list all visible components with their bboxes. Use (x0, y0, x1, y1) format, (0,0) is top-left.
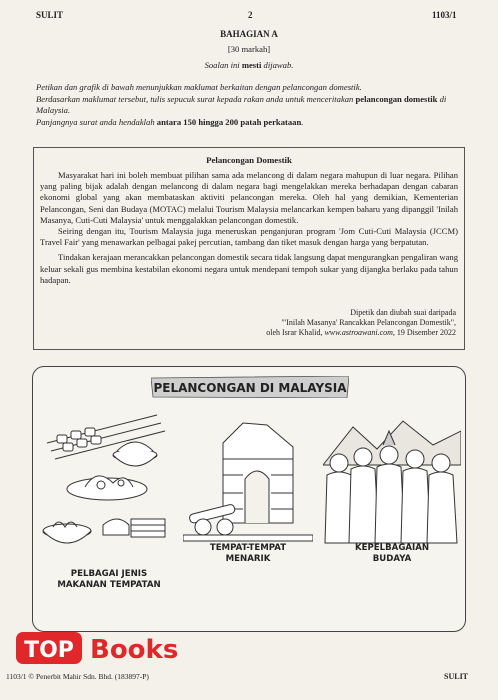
logo-top-text: TOP (24, 638, 74, 663)
passage-paragraph-1: Masyarakat hari ini boleh membuat pilihan sama ada melancong di dalam negara mahupun di luar negara. Pilihan yang paling bijak adalah dengan melancong di dalam negara bagi mengelakkan mereka berhadapan dengan cabaran ekonomi global yang akan membataskan aktiviti pelancongan mereka. Oleh hal yang demikian, Kementerian Pelancongan, Seni dan Budaya (MOTAC) melalui Tourism Malaysia melancarkan kempen baharu yang dipanggil 'Inilah Masanya, Cuti-Cuti Malaysia' untuk menggalakkan pelancongan domestik. (40, 170, 458, 225)
caption-culture-line-1: KEPELBAGAIAN (354, 543, 430, 553)
source3-suffix: , 19 Disember 2022 (392, 328, 456, 337)
instr2-prefix: Berdasarkan maklumat tersebut, tulis sepucuk surat kepada rakan anda untuk menceritakan (36, 93, 356, 104)
caption-places (183, 543, 313, 565)
passage-title: Pelancongan Domestik (206, 155, 292, 165)
culture-illustration (323, 405, 461, 545)
note-prefix: Soalan ini (204, 60, 242, 70)
footer-sulit: SULIT (444, 672, 469, 681)
instr2-bold: pelancongan domestik (355, 93, 438, 104)
footer-copyright: 1103/1 © Penerbit Mahir Sdn. Bhd. (183897-P) (6, 672, 149, 681)
passage-box (33, 147, 465, 350)
instr3-bold: antara 150 hingga 200 patah perkataan (156, 116, 302, 127)
instr2-suffix: di Malaysia. (36, 93, 447, 115)
source-line-2: "'Inilah Masanya' Rancakkan Pelancongan Domestik", (281, 318, 456, 327)
instruction-line-1: Petikan dan grafik di bawah menunjukkan maklumat berkaitan dengan pelancongan domestik. (36, 82, 362, 92)
instruction-line-3 (36, 117, 464, 129)
caption-places-line-2: MENARIK (225, 554, 271, 564)
graphic-box (32, 366, 466, 632)
instr3-suffix: . (301, 116, 304, 127)
passage-body (40, 170, 458, 286)
instruction-line-2 (36, 94, 464, 117)
caption-culture (323, 543, 461, 565)
places-illustration (183, 413, 313, 543)
passage-paragraph-2: Seiring dengan itu, Tourism Malaysia juga meneruskan penganjuran program 'Jom Cuti-Cuti Malaysia (JCCM) Travel Fair' yang menawarkan pelbagai pakej percutian, tambang dan tiket masuk dengan harga yang berpatutan. (40, 226, 458, 248)
source-line-1: Dipetik dan diubah suai daripada (350, 308, 456, 317)
banner-title: PELANCONGAN DI MALAYSIA (153, 381, 347, 395)
source-line-3 (266, 328, 456, 338)
header-sulit: SULIT (36, 10, 64, 20)
instr3-prefix: Panjangnya surat anda hendaklah (36, 116, 157, 127)
caption-places-line-1: TEMPAT-TEMPAT (209, 543, 287, 553)
page-number: 2 (248, 10, 253, 20)
note-suffix: dijawab. (261, 60, 294, 70)
passage-source (266, 308, 456, 338)
note-bold: mesti (241, 60, 262, 70)
paper-code: 1103/1 (432, 10, 457, 20)
passage-paragraph-3: Tindakan kerajaan merancakkan pelancongan domestik secara tidak langsung dapat mengurangkan pengaliran wang keluar sekali gus membina kestabilan ekonomi negara untuk mendepani tempoh sukar yang dijangka berlaku pada tahun hadapan. (40, 252, 458, 285)
food-illustration (37, 403, 183, 563)
section-title: BAHAGIAN A (220, 29, 278, 39)
instructions (36, 82, 464, 128)
caption-food-line-2: MAKANAN TEMPATAN (57, 580, 161, 590)
caption-culture-line-2: BUDAYA (372, 554, 412, 564)
source3-url: www.astroawani.com (324, 328, 393, 337)
topbooks-logo (16, 628, 226, 668)
logo-books-text: Books (90, 635, 179, 665)
caption-food-line-1: PELBAGAI JENIS (70, 569, 148, 579)
source3-prefix: oleh Israr Khalid, (266, 328, 325, 337)
caption-food (37, 569, 181, 591)
section-note (0, 60, 498, 70)
banner (151, 376, 349, 398)
section-marks: [30 markah] (227, 44, 271, 54)
